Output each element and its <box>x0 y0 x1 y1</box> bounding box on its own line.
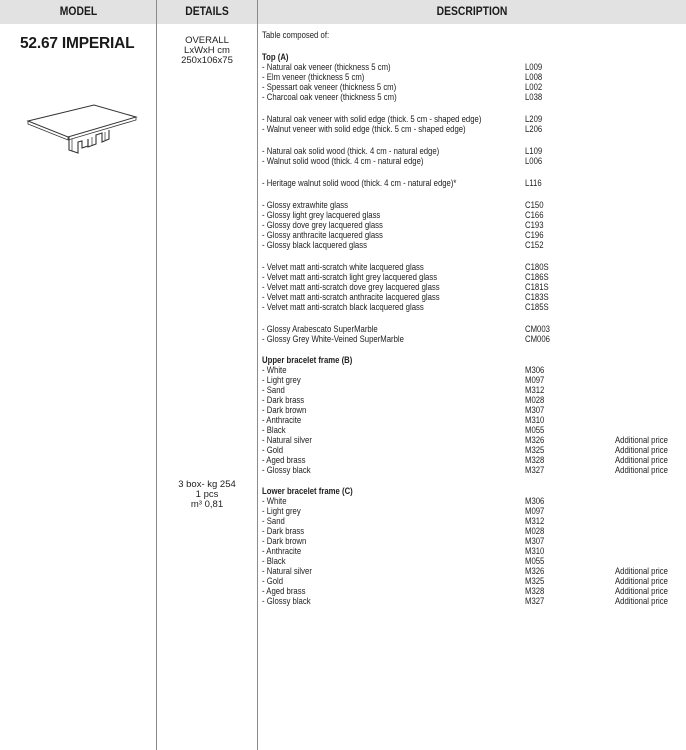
item-label: - Glossy dove grey lacquered glass <box>262 220 383 230</box>
item-code: M310 <box>525 415 545 425</box>
item-label: - Glossy extrawhite glass <box>262 200 349 210</box>
list-item <box>262 156 686 166</box>
item-code: M310 <box>525 546 545 556</box>
item-code: C180S <box>525 262 549 272</box>
item-code: M312 <box>525 516 545 526</box>
list-item <box>262 556 686 566</box>
item-code: M326 <box>525 566 545 576</box>
list-item <box>262 465 686 475</box>
item-note: Additional price <box>615 566 668 576</box>
item-note: Additional price <box>615 445 668 455</box>
item-label: - White <box>262 496 287 506</box>
item-code: M327 <box>525 465 545 475</box>
column-divider <box>257 0 258 750</box>
item-code: L006 <box>525 156 543 166</box>
list-item <box>262 566 686 576</box>
list-item <box>262 586 686 596</box>
item-code: M328 <box>525 586 545 596</box>
item-label: - Aged brass <box>262 455 306 465</box>
header-model: MODEL <box>59 6 98 18</box>
details-dims-label: LxWxH cm <box>184 45 230 56</box>
item-label: - Anthracite <box>262 415 302 425</box>
item-note: Additional price <box>615 455 668 465</box>
list-item <box>262 200 686 210</box>
item-label: - Velvet matt anti-scratch anthracite lacquered glass <box>262 292 440 302</box>
list-item <box>262 302 686 312</box>
list-item <box>262 114 686 124</box>
list-item <box>262 455 686 465</box>
list-item <box>262 124 686 134</box>
item-label: - Glossy light grey lacquered glass <box>262 210 381 220</box>
item-code: CM006 <box>525 334 550 344</box>
list-item <box>262 425 686 435</box>
item-code: M055 <box>525 425 545 435</box>
item-label: - Sand <box>262 516 285 526</box>
item-label: - Natural silver <box>262 566 312 576</box>
item-code: M325 <box>525 576 545 586</box>
item-label: - Aged brass <box>262 586 306 596</box>
item-label: - White <box>262 365 287 375</box>
item-label: - Natural silver <box>262 435 312 445</box>
list-item <box>262 516 686 526</box>
item-label: - Spessart oak veneer (thickness 5 cm) <box>262 82 397 92</box>
item-label: - Black <box>262 425 286 435</box>
item-note: Additional price <box>615 586 668 596</box>
item-label: - Anthracite <box>262 546 302 556</box>
item-label: - Sand <box>262 385 285 395</box>
section-title-upper: Upper bracelet frame (B) <box>262 355 353 365</box>
item-code: M097 <box>525 375 545 385</box>
list-item <box>262 146 686 156</box>
list-item <box>262 292 686 302</box>
top-options <box>262 62 686 344</box>
list-item <box>262 526 686 536</box>
header-details: DETAILS <box>185 6 229 18</box>
upper-frame-options <box>262 365 686 475</box>
item-code: M306 <box>525 365 545 375</box>
model-title <box>20 35 134 53</box>
item-code: C183S <box>525 292 549 302</box>
list-item <box>262 72 686 82</box>
table-drawing <box>22 95 142 159</box>
item-label: - Velvet matt anti-scratch black lacquered glass <box>262 302 424 312</box>
item-code: L109 <box>525 146 543 156</box>
item-code: M097 <box>525 506 545 516</box>
item-label: - Velvet matt anti-scratch white lacquered glass <box>262 262 424 272</box>
list-item <box>262 272 686 282</box>
item-label: - Glossy Grey White-Veined SuperMarble <box>262 334 404 344</box>
list-item <box>262 576 686 586</box>
item-note: Additional price <box>615 576 668 586</box>
list-item <box>262 365 686 375</box>
item-label: - Dark brass <box>262 395 305 405</box>
item-label: - Glossy black lacquered glass <box>262 240 367 250</box>
list-item <box>262 62 686 72</box>
item-code: L209 <box>525 114 543 124</box>
item-note: Additional price <box>615 596 668 606</box>
item-label: - Dark brass <box>262 526 305 536</box>
details-packaging <box>157 480 257 510</box>
list-item <box>262 230 686 240</box>
section-title-lower: Lower bracelet frame (C) <box>262 486 353 496</box>
table-header <box>0 0 686 24</box>
item-code: M328 <box>525 455 545 465</box>
item-label: - Heritage walnut solid wood (thick. 4 cm - natural edge)* <box>262 178 457 188</box>
item-code: C166 <box>525 210 544 220</box>
list-item <box>262 596 686 606</box>
list-item <box>262 395 686 405</box>
item-label: - Walnut veneer with solid edge (thick. 5 cm - shaped edge) <box>262 124 466 134</box>
details-box: 3 box- kg 254 <box>178 479 236 490</box>
item-code: C196 <box>525 230 544 240</box>
item-label: - Light grey <box>262 506 301 516</box>
item-label: - Charcoal oak veneer (thickness 5 cm) <box>262 92 397 102</box>
list-item <box>262 445 686 455</box>
item-code: C150 <box>525 200 544 210</box>
item-code: M307 <box>525 536 545 546</box>
item-code: C186S <box>525 272 549 282</box>
details-volume: m³ 0,81 <box>190 499 224 510</box>
item-label: - Dark brown <box>262 536 307 546</box>
model-name: IMPERIAL <box>61 35 135 52</box>
list-item <box>262 210 686 220</box>
item-label: - Gold <box>262 576 284 586</box>
list-item <box>262 546 686 556</box>
item-code: M327 <box>525 596 545 606</box>
list-item <box>262 262 686 272</box>
item-code: M307 <box>525 405 545 415</box>
item-label: - Velvet matt anti-scratch dove grey lacquered glass <box>262 282 440 292</box>
item-code: M306 <box>525 496 545 506</box>
item-code: C152 <box>525 240 544 250</box>
list-item <box>262 178 686 188</box>
item-code: C193 <box>525 220 544 230</box>
item-code: C185S <box>525 302 549 312</box>
item-label: - Glossy black <box>262 465 311 475</box>
description-column <box>262 30 686 606</box>
item-label: - Glossy anthracite lacquered glass <box>262 230 383 240</box>
item-label: - Gold <box>262 445 284 455</box>
list-item <box>262 496 686 506</box>
item-code: L038 <box>525 92 543 102</box>
item-code: L206 <box>525 124 543 134</box>
item-label: - Velvet matt anti-scratch light grey lacquered glass <box>262 272 438 282</box>
list-item <box>262 415 686 425</box>
list-item <box>262 405 686 415</box>
item-label: - Walnut solid wood (thick. 4 cm - natural edge) <box>262 156 424 166</box>
list-item <box>262 375 686 385</box>
details-overall: OVERALL <box>185 35 229 46</box>
column-divider <box>156 0 157 750</box>
details-pcs: 1 pcs <box>195 489 219 500</box>
item-code: C181S <box>525 282 549 292</box>
list-item <box>262 385 686 395</box>
item-code: M028 <box>525 526 545 536</box>
item-label: - Natural oak solid wood (thick. 4 cm - natural edge) <box>262 146 440 156</box>
list-item <box>262 82 686 92</box>
list-item <box>262 240 686 250</box>
item-label: - Dark brown <box>262 405 307 415</box>
item-code: M325 <box>525 445 545 455</box>
item-code: L116 <box>525 178 542 188</box>
lower-frame-options <box>262 496 686 606</box>
item-code: L008 <box>525 72 543 82</box>
header-description: DESCRIPTION <box>436 6 508 18</box>
details-dims: 250x106x75 <box>181 55 233 66</box>
item-label: - Elm veneer (thickness 5 cm) <box>262 72 365 82</box>
list-item <box>262 435 686 445</box>
item-code: L002 <box>525 82 543 92</box>
list-item <box>262 334 686 344</box>
item-label: - Glossy black <box>262 596 311 606</box>
list-item <box>262 506 686 516</box>
item-code: M312 <box>525 385 545 395</box>
item-code: M055 <box>525 556 545 566</box>
item-label: - Natural oak veneer with solid edge (thick. 5 cm - shaped edge) <box>262 114 482 124</box>
item-code: M028 <box>525 395 545 405</box>
item-label: - Black <box>262 556 286 566</box>
item-note: Additional price <box>615 435 668 445</box>
item-code: CM003 <box>525 324 550 334</box>
item-label: - Natural oak veneer (thickness 5 cm) <box>262 62 391 72</box>
item-code: M326 <box>525 435 545 445</box>
item-code: L009 <box>525 62 543 72</box>
description-intro: Table composed of: <box>262 30 330 40</box>
item-label: - Light grey <box>262 375 301 385</box>
list-item <box>262 324 686 334</box>
list-item <box>262 282 686 292</box>
list-item <box>262 92 686 102</box>
item-label: - Glossy Arabescato SuperMarble <box>262 324 378 334</box>
list-item <box>262 220 686 230</box>
item-note: Additional price <box>615 465 668 475</box>
model-number: 52.67 <box>20 35 58 52</box>
section-title-top: Top (A) <box>262 52 289 62</box>
list-item <box>262 536 686 546</box>
details-dimensions <box>157 36 257 66</box>
